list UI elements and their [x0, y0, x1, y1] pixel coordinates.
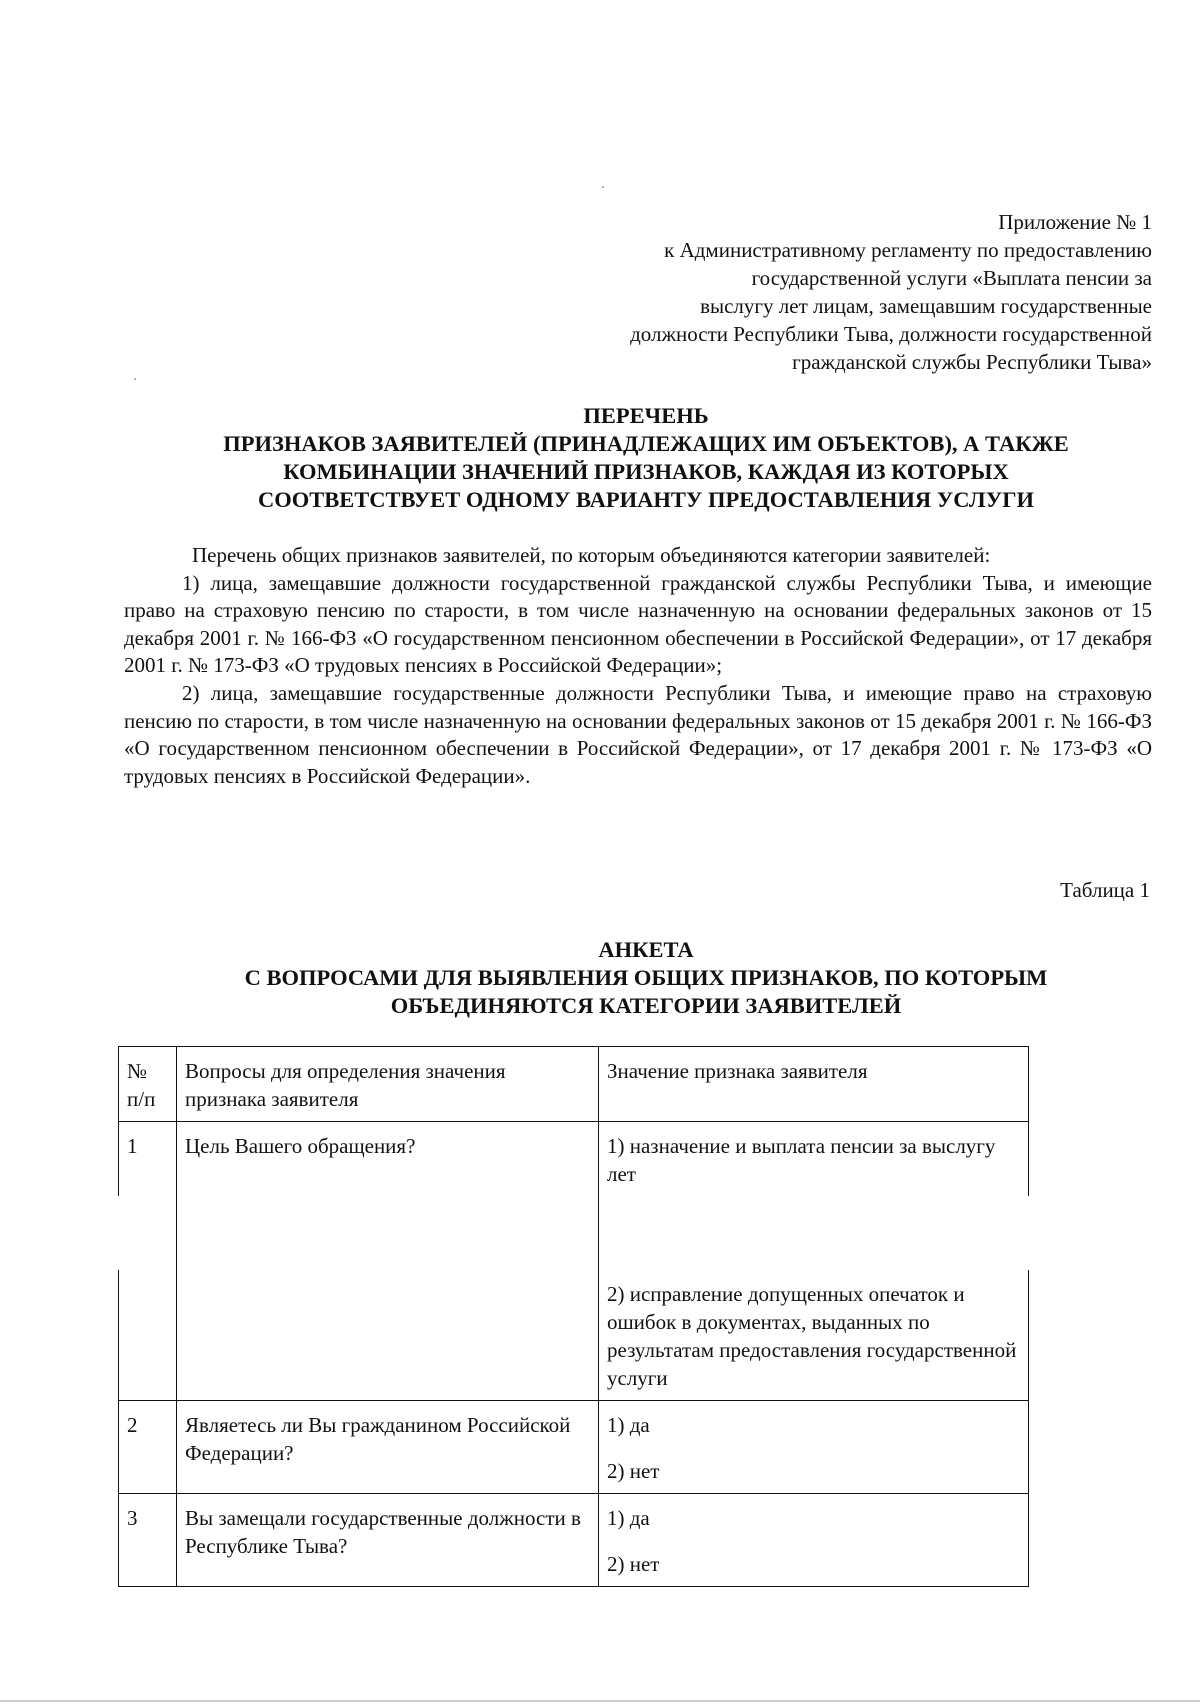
- row-question: Являетесь ли Вы гражданином Российской Федерации?: [177, 1401, 599, 1494]
- gap-cell: [599, 1196, 1029, 1270]
- appendix-line: выслугу лет лицам, замещавшим государственные: [700, 294, 1152, 318]
- appendix-line: Приложение № 1: [998, 210, 1152, 234]
- appendix-line: гражданской службы Республики Тыва»: [792, 350, 1152, 374]
- table-row: [119, 1122, 1029, 1197]
- header-value: Значение признака заявителя: [599, 1047, 1029, 1122]
- row-question: Цель Вашего обращения?: [177, 1122, 599, 1197]
- option-no: 2) нет: [607, 1552, 660, 1576]
- header-question: Вопросы для определения значения признака заявителя: [177, 1047, 599, 1122]
- table-row: [119, 1494, 1029, 1587]
- scan-edge-line: [0, 1700, 1200, 1702]
- form-title-line: С ВОПРОСАМИ ДЛЯ ВЫЯВЛЕНИЯ ОБЩИХ ПРИЗНАКОВ, ПО КОТОРЫМ: [244, 965, 1048, 990]
- intro-paragraph: Перечень общих признаков заявителей, по которым объединяются категории заявителей:: [192, 543, 991, 567]
- header-number-abbr: п/п: [127, 1087, 156, 1111]
- appendix-line: к Административному регламенту по предоставлению: [664, 238, 1152, 262]
- title-line: ПРИЗНАКОВ ЗАЯВИТЕЛЕЙ (ПРИНАДЛЕЖАЩИХ ИМ ОБЪЕКТОВ), А ТАКЖЕ: [223, 431, 1069, 456]
- row-number: 2: [119, 1401, 177, 1494]
- form-title: [120, 936, 1172, 1020]
- table-label: Таблица 1: [1060, 878, 1150, 902]
- row-option: 1) назначение и выплата пенсии за выслугу лет: [599, 1122, 1029, 1197]
- gap-cell: [177, 1196, 599, 1270]
- option-yes: 1) да: [607, 1413, 650, 1437]
- option-no: 2) нет: [607, 1459, 660, 1483]
- table-row: [119, 1270, 1029, 1401]
- table-gap-row: [119, 1196, 1029, 1270]
- table-header-row: [119, 1047, 1029, 1122]
- appendix-header: [520, 208, 1152, 376]
- row-number: 3: [119, 1494, 177, 1587]
- title-line: ПЕРЕЧЕНЬ: [583, 403, 709, 428]
- row-question: Вы замещали государственные должности в Республике Тыва?: [177, 1494, 599, 1587]
- title-line: КОМБИНАЦИИ ЗНАЧЕНИЙ ПРИЗНАКОВ, КАЖДАЯ ИЗ КОТОРЫХ: [283, 459, 1009, 484]
- table-row: [119, 1401, 1029, 1494]
- appendix-line: должности Республики Тыва, должности государственной: [630, 322, 1152, 346]
- row-option: 2) исправление допущенных опечаток и ошибок в документах, выданных по результатам предоставления государственной услуги: [599, 1270, 1029, 1401]
- option-yes: 1) да: [607, 1506, 650, 1530]
- item-2-paragraph: 2) лица, замещавшие государственные должности Республики Тыва, и имеющие право на страховую пенсию по старости, в том числе назначенную на основании федеральных законов от 15 декабря 2001 г. № 166-ФЗ «О государственном пенсионном обеспечении в Российской Федерации», от 17 декабря 2001 г. № 173-ФЗ «О трудовых пенсиях в Российской Федерации».: [124, 680, 1152, 788]
- header-number: [119, 1047, 177, 1122]
- body-text: [124, 542, 1152, 790]
- gap-cell: [119, 1196, 177, 1270]
- row-question-empty: [177, 1270, 599, 1401]
- questionnaire-table: [118, 1046, 1029, 1587]
- row-number-empty: [119, 1270, 177, 1401]
- title-line: СООТВЕТСТВУЕТ ОДНОМУ ВАРИАНТУ ПРЕДОСТАВЛЕНИЯ УСЛУГИ: [257, 487, 1035, 512]
- scan-speck: [602, 186, 604, 188]
- form-title-line: АНКЕТА: [598, 937, 694, 962]
- form-title-line: ОБЪЕДИНЯЮТСЯ КАТЕГОРИИ ЗАЯВИТЕЛЕЙ: [390, 993, 902, 1018]
- header-number-sign: №: [127, 1059, 148, 1083]
- appendix-line: государственной услуги «Выплата пенсии за: [751, 266, 1152, 290]
- row-number: 1: [119, 1122, 177, 1197]
- item-1-paragraph: 1) лица, замещавшие должности государственной гражданской службы Республики Тыва, и имеющие право на страховую пенсию по старости, в том числе назначенную на основании федеральных законов от 15 декабря 2001 г. № 166-ФЗ «О государственном пенсионном обеспечении в Российской Федерации», от 17 декабря 2001 г. № 173-ФЗ «О трудовых пенсиях в Российской Федерации»;: [124, 570, 1152, 678]
- row-options: [599, 1494, 1029, 1587]
- scan-speck: [134, 378, 136, 380]
- document-title: [120, 402, 1172, 514]
- row-options: [599, 1401, 1029, 1494]
